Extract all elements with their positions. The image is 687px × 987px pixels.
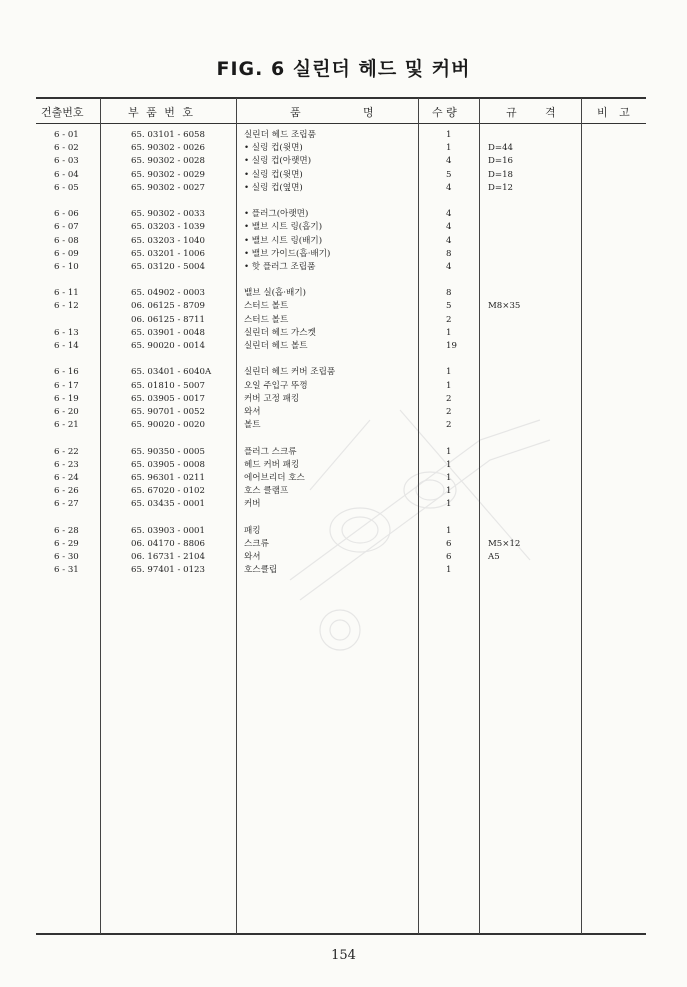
quantity-cell: 1 [446, 525, 452, 536]
quantity-cell: 1 [446, 472, 452, 483]
part-no-cell: 06. 16731 - 2104 [131, 552, 205, 563]
quantity-cell: 4 [446, 261, 452, 272]
table-row [0, 142, 687, 155]
table-row [0, 155, 687, 168]
quantity-cell: 1 [446, 486, 452, 497]
quantity-cell: 1 [446, 130, 452, 140]
part-name-cell: 실린더 헤드 볼트 [244, 341, 308, 352]
table-row [0, 498, 687, 511]
table-row [0, 538, 687, 551]
table-bottom-rule [36, 933, 646, 935]
quantity-cell: 5 [446, 169, 452, 180]
part-name-cell: 와셔 [244, 552, 261, 563]
quantity-cell: 5 [446, 301, 452, 312]
table-row [0, 353, 687, 379]
ref-no-cell: 6 - 23 [54, 459, 79, 470]
ref-no-cell: 6 - 03 [54, 156, 79, 167]
quantity-cell: 19 [446, 341, 457, 352]
table-row [0, 340, 687, 353]
header-bottom-rule [36, 123, 646, 124]
header-name: 품 [290, 106, 301, 119]
quantity-cell: 2 [446, 406, 452, 417]
ref-no-cell: 6 - 28 [54, 525, 79, 536]
spec-cell: D=16 [488, 156, 514, 167]
ref-no-cell: 6 - 22 [54, 446, 79, 457]
table-row [0, 327, 687, 340]
part-no-cell: 65. 90302 - 0026 [131, 143, 205, 154]
ref-no-cell: 6 - 30 [54, 552, 79, 563]
quantity-cell: 8 [446, 248, 452, 259]
ref-no-cell: 6 - 21 [54, 420, 79, 431]
quantity-cell: 1 [446, 327, 452, 338]
ref-no-cell: 6 - 08 [54, 235, 79, 246]
table-row [0, 459, 687, 472]
part-no-cell: 65. 03203 - 1040 [131, 235, 205, 246]
part-name-cell: 패킹 [244, 525, 261, 536]
table-row [0, 314, 687, 327]
quantity-cell: 2 [446, 393, 452, 404]
part-name-cell: 실린더 헤드 커버 조립품 [244, 367, 336, 378]
spec-cell: D=44 [488, 143, 514, 154]
ref-no-cell: 6 - 06 [54, 209, 79, 220]
table-row [0, 551, 687, 564]
part-name-cell: 호스 클램프 [244, 486, 289, 497]
header-qty: 수 량 [432, 106, 457, 119]
part-no-cell: 65. 90302 - 0027 [131, 182, 205, 193]
ref-no-cell: 6 - 05 [54, 182, 79, 193]
spec-cell: D=18 [488, 169, 514, 180]
table-row [0, 300, 687, 313]
table-row [0, 169, 687, 182]
part-name-cell: • 실링 컵(윗면) [244, 169, 303, 180]
header-spec-2: 격 [545, 106, 556, 119]
part-name-cell: • 핫 플러그 조립품 [244, 261, 316, 272]
quantity-cell: 1 [446, 143, 452, 154]
spec-cell: D=12 [488, 182, 514, 193]
table-row [0, 221, 687, 234]
table-row [0, 248, 687, 261]
part-name-cell: 헤드 커버 패킹 [244, 459, 300, 470]
part-no-cell: 65. 04902 - 0003 [131, 288, 205, 299]
quantity-cell: 1 [446, 380, 452, 391]
spec-cell: A5 [488, 552, 500, 563]
quantity-cell: 6 [446, 538, 452, 549]
part-no-cell: 65. 03101 - 6058 [131, 130, 205, 140]
table-row [0, 564, 687, 577]
part-name-cell: 커버 고정 패킹 [244, 393, 300, 404]
quantity-cell: 4 [446, 235, 452, 246]
ref-no-cell: 6 - 16 [54, 367, 79, 378]
part-name-cell: 플러그 스크류 [244, 446, 297, 457]
ref-no-cell: 6 - 10 [54, 261, 79, 272]
part-name-cell: • 밸브 시트 링(배기) [244, 235, 323, 246]
part-no-cell: 65. 03203 - 1039 [131, 222, 205, 233]
part-no-cell: 65. 67020 - 0102 [131, 486, 205, 497]
part-no-cell: 06. 06125 - 8711 [131, 314, 205, 325]
page-number: 154 [331, 948, 356, 963]
part-no-cell: 06. 04170 - 8806 [131, 538, 205, 549]
ref-no-cell: 6 - 27 [54, 499, 79, 510]
quantity-cell: 1 [446, 499, 452, 510]
part-name-cell: 커버 [244, 499, 261, 510]
table-row [0, 512, 687, 538]
part-no-cell: 65. 90020 - 0014 [131, 341, 205, 352]
header-part-no: 부 품 번 호 [128, 106, 193, 119]
quantity-cell: 2 [446, 420, 452, 431]
ref-no-cell: 6 - 19 [54, 393, 79, 404]
table-row [0, 485, 687, 498]
header-spec: 규 [506, 106, 517, 119]
part-no-cell: 65. 97401 - 0123 [131, 565, 205, 576]
quantity-cell: 4 [446, 222, 452, 233]
quantity-cell: 4 [446, 209, 452, 220]
part-name-cell: 볼트 [244, 420, 261, 431]
table-row [0, 261, 687, 274]
quantity-cell: 4 [446, 156, 452, 167]
ref-no-cell: 6 - 17 [54, 380, 79, 391]
part-no-cell: 65. 01810 - 5007 [131, 380, 205, 391]
part-no-cell: 65. 90302 - 0033 [131, 209, 205, 220]
part-name-cell: 와셔 [244, 406, 261, 417]
quantity-cell: 1 [446, 459, 452, 470]
table-row [0, 274, 687, 300]
table-row [0, 182, 687, 195]
table-row [0, 195, 687, 221]
part-no-cell: 65. 03201 - 1006 [131, 248, 205, 259]
table-row [0, 235, 687, 248]
quantity-cell: 4 [446, 182, 452, 193]
part-name-cell: • 실링 컵(옆면) [244, 182, 303, 193]
ref-no-cell: 6 - 24 [54, 472, 79, 483]
header-remark: 비 고 [597, 106, 630, 119]
ref-no-cell: 6 - 12 [54, 301, 79, 312]
part-name-cell: 밸브 실(흡·배기) [244, 288, 306, 299]
table-top-rule [36, 97, 646, 99]
part-name-cell: 스터드 볼트 [244, 314, 289, 325]
table-row [0, 129, 687, 142]
ref-no-cell: 6 - 07 [54, 222, 79, 233]
table-row [0, 406, 687, 419]
spec-cell: M8×35 [488, 301, 521, 312]
ref-no-cell: 6 - 26 [54, 486, 79, 497]
part-no-cell: 65. 90302 - 0028 [131, 156, 205, 167]
ref-no-cell: 6 - 13 [54, 327, 79, 338]
spec-cell: M5×12 [488, 538, 521, 549]
ref-no-cell: 6 - 20 [54, 406, 79, 417]
quantity-cell: 8 [446, 288, 452, 299]
header-name-2: 명 [363, 106, 374, 119]
part-no-cell: 65. 03401 - 6040A [131, 367, 212, 378]
part-name-cell: 에어브리더 호스 [244, 472, 305, 483]
part-name-cell: • 밸브 가이드(흡·배기) [244, 248, 331, 259]
quantity-cell: 2 [446, 314, 452, 325]
ref-no-cell: 6 - 02 [54, 143, 79, 154]
part-name-cell: 실린더 헤드 조립품 [244, 130, 316, 140]
table-row [0, 432, 687, 458]
part-name-cell: 실린더 헤드 가스켓 [244, 327, 316, 338]
table-row [0, 472, 687, 485]
quantity-cell: 1 [446, 367, 452, 378]
part-name-cell: 오일 주입구 뚜껑 [244, 380, 308, 391]
quantity-cell: 1 [446, 446, 452, 457]
part-name-cell: 스크류 [244, 538, 269, 549]
part-no-cell: 65. 03905 - 0017 [131, 393, 205, 404]
quantity-cell: 6 [446, 552, 452, 563]
part-no-cell: 65. 03901 - 0048 [131, 327, 205, 338]
part-name-cell: • 실링 컵(윗면) [244, 143, 303, 154]
ref-no-cell: 6 - 09 [54, 248, 79, 259]
part-no-cell: 65. 90701 - 0052 [131, 406, 205, 417]
part-no-cell: 65. 03905 - 0008 [131, 459, 205, 470]
part-name-cell: • 밸브 시트 링(흡기) [244, 222, 323, 233]
ref-no-cell: 6 - 31 [54, 565, 79, 576]
part-no-cell: 65. 03435 - 0001 [131, 499, 205, 510]
ref-no-cell: 6 - 29 [54, 538, 79, 549]
part-no-cell: 65. 03903 - 0001 [131, 525, 205, 536]
part-no-cell: 65. 90350 - 0005 [131, 446, 205, 457]
part-name-cell: • 플러그(아랫면) [244, 209, 309, 220]
table-row [0, 419, 687, 432]
page-title: FIG. 6 실린더 헤드 및 커버 [216, 58, 471, 80]
parts-list [0, 129, 687, 577]
part-no-cell: 65. 90020 - 0020 [131, 420, 205, 431]
part-no-cell: 65. 96301 - 0211 [131, 472, 205, 483]
quantity-cell: 1 [446, 565, 452, 576]
ref-no-cell: 6 - 11 [54, 288, 79, 299]
ref-no-cell: 6 - 04 [54, 169, 79, 180]
table-row [0, 380, 687, 393]
part-name-cell: • 실링 컵(아랫면) [244, 156, 312, 167]
part-no-cell: 65. 03120 - 5004 [131, 261, 205, 272]
header-ref-no: 건출번호 [41, 106, 84, 119]
part-name-cell: 호스클립 [244, 565, 278, 576]
part-no-cell: 06. 06125 - 8709 [131, 301, 205, 312]
ref-no-cell: 6 - 01 [54, 130, 79, 140]
part-no-cell: 65. 90302 - 0029 [131, 169, 205, 180]
table-row [0, 393, 687, 406]
ref-no-cell: 6 - 14 [54, 341, 79, 352]
part-name-cell: 스터드 볼트 [244, 301, 289, 312]
